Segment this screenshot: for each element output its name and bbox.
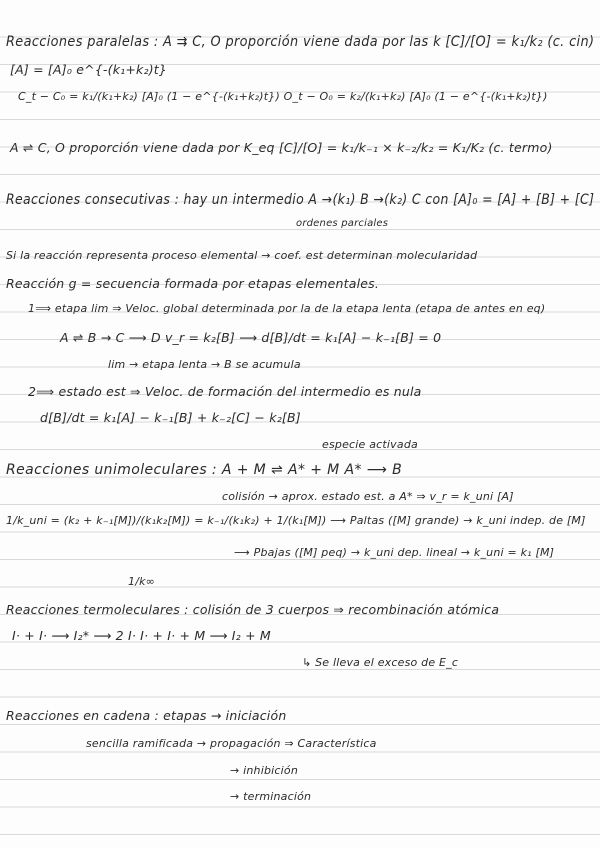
kuni-low-pressure-line: ⟶ Pbajas ([M] peq) → k_uni dep. lineal → k_uni = k₁ [M] [234, 546, 555, 559]
steady-state-line: 2⟹ estado est ⇒ Veloc. de formación del intermedio es nula [28, 384, 422, 399]
parallel-reactions-line: Reacciones paralelas : A ⇉ C, O proporción viene dada por las k [C]/[O] = k₁/k₂ (c. cin) [6, 34, 595, 50]
excess-energy-note: ↳ Se lleva el exceso de E_c [302, 656, 459, 669]
intermediate-rate-equation: d[B]/dt = k₁[A] − k₋₁[B] + k₋₂[C] − k₂[B] [40, 410, 301, 425]
unimolecular-reactions-line: Reacciones unimoleculares : A + M ⇌ A* + M A* ⟶ B [6, 462, 403, 478]
reaction-sequence-line: Reacción g = secuencia formada por etapas elementales. [6, 276, 380, 291]
parallel-products-line: C_t − C₀ = k₁/(k₁+k₂) [A]₀ (1 − e^{-(k₁+k₂)t}) O_t − O₀ = k₂/(k₁+k₂) [A]₀ (1 − e^{-(k₁+k₂)t}) [18, 90, 548, 103]
limiting-step-line: 1⟹ etapa lim ⇒ Veloc. global determinada por la de la etapa lenta (etapa de antes en eq) [28, 302, 546, 315]
chain-termination-line: → terminación [230, 790, 312, 803]
partial-orders-note: ordenes parciales [296, 218, 389, 229]
chain-inhibition-line: → inhibición [230, 764, 299, 777]
iodine-recombination-line: I· + I· ⟶ I₂* ⟶ 2 I· I· + I· + M ⟶ I₂ + M [12, 628, 271, 643]
k-infinity-fraction: 1/k∞ [128, 575, 156, 588]
consecutive-reactions-line: Reacciones consecutivas : hay un intermedio A →(k₁) B →(k₂) C con [A]₀ = [A] + [B] + [C] [6, 192, 595, 208]
chain-reactions-line: Reacciones en cadena : etapas → iniciación [6, 708, 287, 723]
activated-species-note: especie activada [322, 438, 418, 451]
parallel-concentration-line: [A] = [A]₀ e^{-(k₁+k₂)t} [10, 62, 168, 77]
equilibrium-ratio-line: A ⇌ C, O proporción viene dada por K_eq [C]/[O] = k₁/k₋₁ × k₋₂/k₂ = K₁/K₂ (c. termo) [10, 140, 553, 155]
elemental-process-line: Si la reacción representa proceso elemental → coef. est determinan molecularidad [6, 249, 478, 262]
termolecular-reactions-line: Reacciones termoleculares : colisión de 3 cuerpos ⇒ recombinación atómica [6, 602, 500, 617]
collision-steady-state-line: colisión → aprox. estado est. a A* ⇒ v_r = k_uni [A] [222, 490, 514, 503]
kuni-high-pressure-line: 1/k_uni = (k₂ + k₋₁[M])/(k₁k₂[M]) = k₋₁/(k₁k₂) + 1/(k₁[M]) ⟶ Paltas ([M] grande) → k_uni indep. de [M] [6, 514, 586, 527]
limiting-step-rate-line: A ⇌ B → C ⟶ D v_r = k₂[B] ⟶ d[B]/dt = k₁[A] − k₋₁[B] = 0 [60, 330, 442, 345]
slow-step-note: lim → etapa lenta → B se acumula [108, 358, 301, 371]
chain-propagation-line: sencilla ramificada → propagación ⇒ Característica [86, 737, 377, 750]
